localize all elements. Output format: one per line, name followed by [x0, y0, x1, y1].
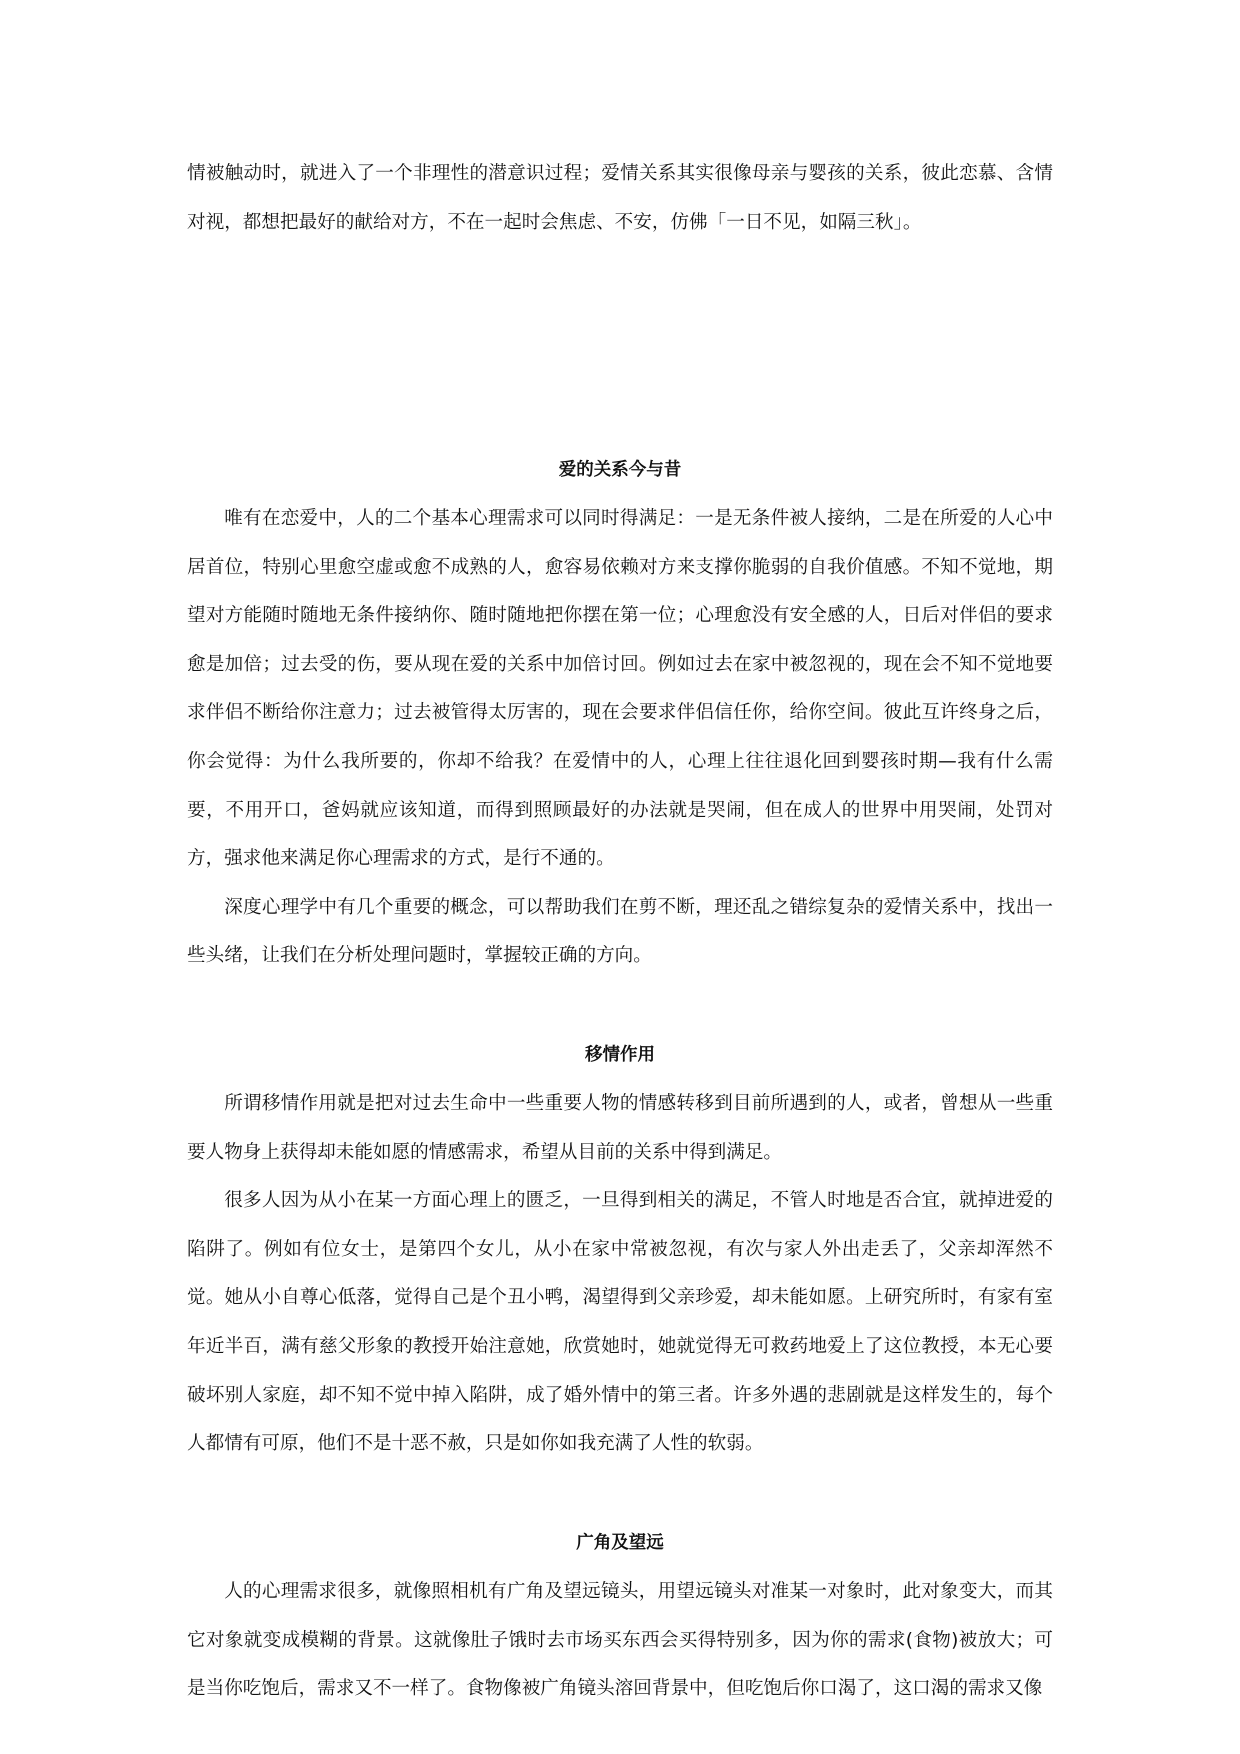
section-love-heading-wrap	[187, 445, 1053, 495]
section-heading-transference: 移情作用	[585, 1045, 655, 1065]
intro-section	[187, 150, 1053, 247]
paragraph: 很多人因为从小在某一方面心理上的匮乏，一旦得到相关的满足，不管人时地是否合宜，就掉进爱的陷阱了。例如有位女士，是第四个女儿，从小在家中常被忽视，有次与家人外出走丢了，父亲却浑然不觉。她从小自尊心低落，觉得自己是个丑小鸭，渴望得到父亲珍爱，却未能如愿。上研究所时，有家有室年近半百，满有慈父形象的教授开始注意她，欣赏她时，她就觉得无可救药地爱上了这位教授，本无心要破坏别人家庭，却不知不觉中掉入陷阱，成了婚外情中的第三者。许多外遇的悲剧就是这样发生的，每个人都情有可原，他们不是十恶不赦，只是如你如我充满了人性的软弱。	[187, 1190, 1053, 1455]
section-transference-heading-wrap	[187, 1030, 1053, 1080]
section-heading-lens: 广角及望远	[576, 1533, 664, 1553]
paragraph: 深度心理学中有几个重要的概念，可以帮助我们在剪不断，理还乱之错综复杂的爱情关系中，找出一些头绪，让我们在分析处理问题时，掌握较正确的方向。	[187, 896, 1053, 967]
section-lens-body	[187, 1568, 1053, 1714]
paragraph: 人的心理需求很多，就像照相机有广角及望远镜头，用望远镜头对准某一对象时，此对象变大，而其它对象就变成模糊的背景。这就像肚子饿时去市场买东西会买得特别多，因为你的需求(食物)被放大；可是当你吃饱后，需求又不一样了。食物像被广角镜头溶回背景中，但吃饱后你口渴了，这口渴的需求又像	[187, 1581, 1053, 1700]
section-love-body	[187, 495, 1053, 981]
section-transference-body	[187, 1080, 1053, 1469]
section-heading-love: 爱的关系今与昔	[558, 460, 682, 480]
paragraph: 所谓移情作用就是把对过去生命中一些重要人物的情感转移到目前所遇到的人，或者，曾想从一些重要人物身上获得却未能如愿的情感需求，希望从目前的关系中得到满足。	[187, 1093, 1053, 1163]
paragraph: 唯有在恋爱中，人的二个基本心理需求可以同时得满足：一是无条件被人接纳，二是在所爱的人心中居首位，特别心里愈空虚或愈不成熟的人，愈容易依赖对方来支撑你脆弱的自我价值感。不知不觉地，期望对方能随时随地无条件接纳你、随时随地把你摆在第一位；心理愈没有安全感的人，日后对伴侣的要求愈是加倍；过去受的伤，要从现在爱的关系中加倍讨回。例如过去在家中被忽视的，现在会不知不觉地要求伴侣不断给你注意力；过去被管得太厉害的，现在会要求伴侣信任你，给你空间。彼此互许终身之后，你会觉得：为什么我所要的，你却不给我？在爱情中的人，心理上往往退化回到婴孩时期—我有什么需要，不用开口，爸妈就应该知道，而得到照顾最好的办法就是哭闹，但在成人的世界中用哭闹，处罚对方，强求他来满足你心理需求的方式，是行不通的。	[187, 508, 1053, 870]
intro-paragraph: 情被触动时，就进入了一个非理性的潜意识过程；爱情关系其实很像母亲与婴孩的关系，彼此恋慕、含情对视，都想把最好的献给对方，不在一起时会焦虑、不安，仿佛「一日不见，如隔三秋」。	[187, 163, 1053, 233]
section-lens-heading-wrap	[187, 1518, 1053, 1568]
